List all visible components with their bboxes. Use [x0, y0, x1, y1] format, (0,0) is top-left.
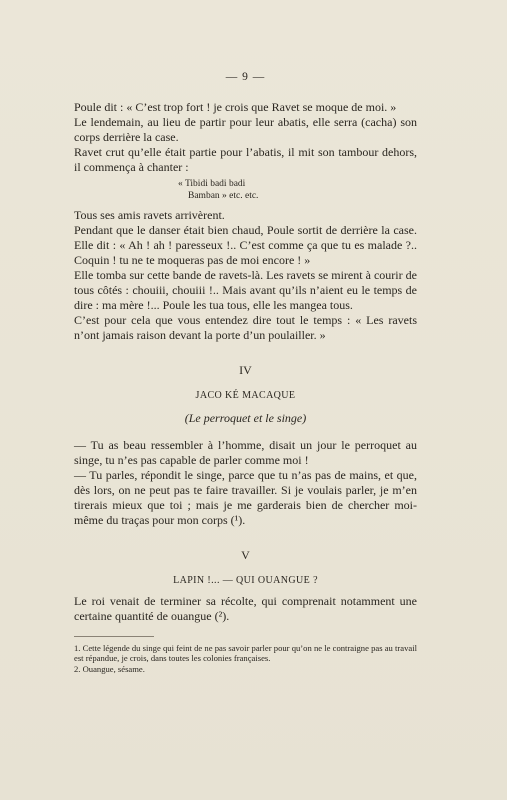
paragraph: Elle tomba sur cette bande de ravets-là. Les ravets se mirent à courir de tous côtés : chouiii, chouiii !.. Mais avant qu’ils n’aient eu le temps de dire : ma mère !... Poule les tua tous, elle les mangea tous.	[74, 268, 417, 312]
paragraph: — Tu as beau ressembler à l’homme, disait un jour le perroquet au singe, tu n’es pas capable de parler comme moi !	[74, 438, 417, 467]
paragraph: Ravet crut qu’elle était partie pour l’abatis, il mit son tambour dehors, il commença à chanter :	[74, 145, 417, 174]
paragraph: Le lendemain, au lieu de partir pour leur abatis, elle serra (cacha) son corps derrière la case.	[74, 115, 417, 144]
song-line: Bamban » etc. etc.	[188, 191, 259, 201]
footnotes	[74, 643, 417, 674]
section-title: JACO KÉ MACAQUE	[195, 390, 296, 401]
paragraph: Tous ses amis ravets arrivèrent.	[74, 208, 225, 222]
song-verse	[178, 178, 417, 202]
paragraph: Poule dit : « C’est trop fort ! je crois que Ravet se moque de moi. »	[74, 100, 397, 114]
paragraph: — Tu parles, répondit le singe, parce que tu n’as pas de mains, et que, dès lors, on ne peut pas te faire travailler. Si je voulais parler, je m’en tirerais mieux que toi ; mais je me garderais bien de chercher moi-même du traças pour mon corps (¹).	[74, 468, 417, 527]
footnote-divider	[74, 636, 154, 637]
song-line: « Tibidi badi badi	[178, 179, 246, 189]
section-numeral: V	[241, 548, 250, 562]
section-numeral: IV	[239, 363, 252, 377]
page-content	[74, 70, 417, 674]
footnote: 1. Cette légende du singe qui feint de ne pas savoir parler pour qu’on ne le contraigne pas au travail est répandue, je crois, dans toutes les colonies françaises.	[74, 643, 417, 663]
section-title: LAPIN !... — QUI OUANGUE ?	[173, 575, 318, 586]
section-subtitle: (Le perroquet et le singe)	[184, 411, 307, 425]
footnote: 2. Ouangue, sésame.	[74, 664, 145, 674]
paragraph: Le roi venait de terminer sa récolte, qui comprenait notamment une certaine quantité de ouangue (²).	[74, 594, 417, 623]
page-number: — 9 —	[225, 71, 266, 83]
paragraph: C’est pour cela que vous entendez dire tout le temps : « Les ravets n’ont jamais raison devant la porte d’un poulailler. »	[74, 313, 417, 342]
paragraph: Pendant que le danser était bien chaud, Poule sortit de derrière la case. Elle dit : « Ah ! ah ! paresseux !.. C’est comme ça que tu es malade ?.. Coquin ! tu ne te moqueras pas de moi encore ! »	[74, 223, 417, 267]
